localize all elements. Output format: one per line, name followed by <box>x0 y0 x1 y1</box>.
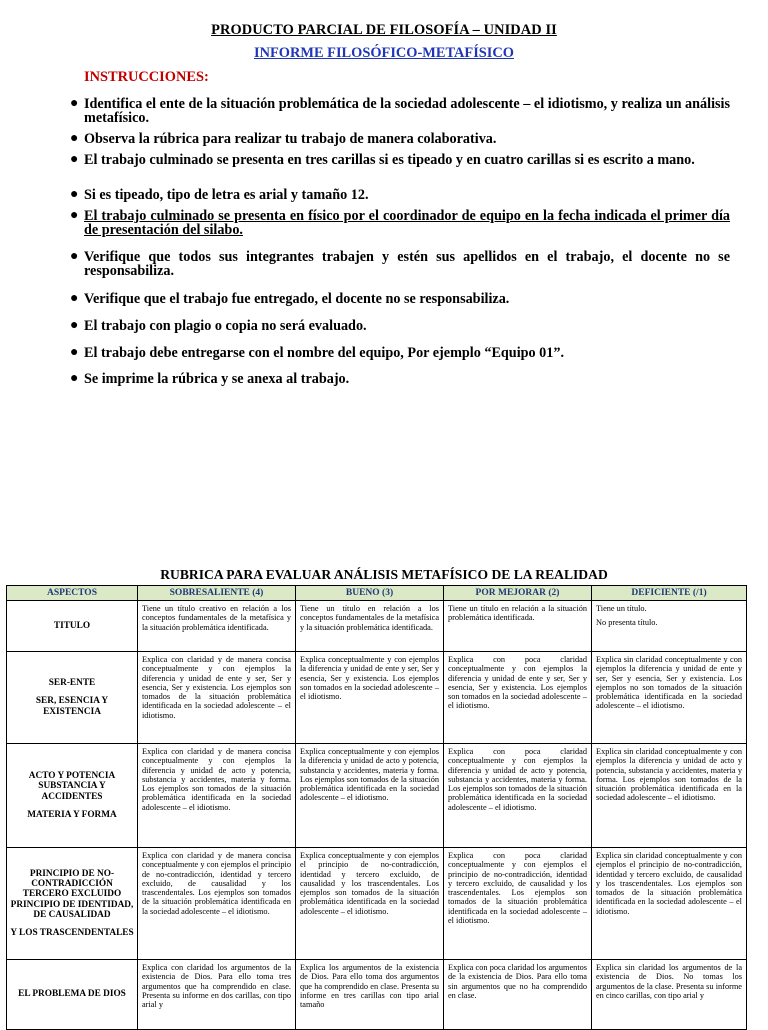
instruction-text: Verifique que el trabajo fue entregado, el docente no se responsabiliza. <box>84 291 510 307</box>
header-aspectos: ASPECTOS <box>7 586 138 601</box>
bullet-icon: ● <box>70 318 79 333</box>
aspect-label: EL PROBLEMA DE DIOS <box>18 989 126 1000</box>
header-deficiente: DEFICIENTE (/1) <box>592 586 747 601</box>
bullet-icon: ● <box>70 345 79 360</box>
instruction-text: El trabajo culminado se presenta en físico por el coordinador de equipo en la fecha indicada el primer día de presentación del silabo. <box>84 208 730 239</box>
instructions-heading: INSTRUCCIONES: <box>84 69 209 85</box>
rubric-cell: Explica conceptualmente y con ejemplos la diferencia y unidad de ente y ser, Ser y esencia, Ser y existencia. Los ejemplos son tomados en la sociedad adolescente – el idiotismo. <box>296 652 444 744</box>
header-sobresaliente: SOBRESALIENTE (4) <box>138 586 296 601</box>
rubric-row-problema-dios <box>7 960 747 1030</box>
rubric-cell: Explica los argumentos de la existencia de Dios. Para ello toma dos argumentos que ha comprendido en clase. Presenta su informe en tres carillas con tipo arial tamaño <box>296 960 444 1030</box>
aspect-cell <box>7 848 138 960</box>
rubric-table <box>6 585 747 1030</box>
bullet-icon: ● <box>70 291 79 306</box>
instruction-text: Identifica el ente de la situación problemática de la sociedad adolescente – el idiotismo, y realiza un análisis metafísico. <box>84 96 730 127</box>
header-por-mejorar: POR MEJORAR (2) <box>444 586 592 601</box>
rubric-cell: Explica con claridad y de manera concisa conceptualmente y con ejemplos la diferencia y unidad de ente y ser, Ser y esencia, Ser y existencia. Los ejemplos son tomados de la situación problemática identificada en la sociedad adolescente – el idiotismo. <box>138 652 296 744</box>
rubric-row-titulo <box>7 601 747 652</box>
rubric-cell: Explica con poca claridad conceptualmente y con ejemplos el principio de no-contradicción, identidad y tercero excluido, de causalidad y los trascendentales. Los ejemplos son tomados de la situación problemática identificada en la sociedad adolescente – el idiotismo. <box>444 848 592 960</box>
rubric-row-acto-potencia <box>7 744 747 848</box>
instruction-text: Observa la rúbrica para realizar tu trabajo de manera colaborativa. <box>84 131 497 147</box>
rubric-cell: Explica con claridad y de manera concisa conceptualmente y con ejemplos el principio de no-contradicción, identidad y tercero excluido, de causalidad y los trascendentales. Los ejemplos son tomados de la situación problemática identificada en la sociedad adolescente – el idiotismo. <box>138 848 296 960</box>
instruction-text: Se imprime la rúbrica y se anexa al trabajo. <box>84 371 350 387</box>
instruction-text: Verifique que todos sus integrantes trabajen y estén sus apellidos en el trabajo, el docente no se responsabiliza. <box>84 249 730 280</box>
bullet-icon: ● <box>70 249 79 264</box>
aspect-cell <box>7 744 138 848</box>
rubric-cell: Explica con claridad los argumentos de la existencia de Dios. Para ello toma tres argumentos que ha comprendido en clase. Presenta su informe en dos carillas, con tipo arial y <box>138 960 296 1030</box>
aspect-label: SER, ESENCIA Y EXISTENCIA <box>35 696 109 717</box>
bullet-icon: ● <box>70 371 79 386</box>
bullet-icon: ● <box>70 208 79 223</box>
bullet-icon: ● <box>70 131 79 146</box>
aspect-cell <box>7 601 138 652</box>
rubric-cell: Tiene un título en relación a los conceptos fundamentales de la metafísica y la situación problemática identificada. <box>296 601 444 652</box>
rubric-title: RUBRICA PARA EVALUAR ANÁLISIS METAFÍSICO DE LA REALIDAD <box>160 567 608 582</box>
instruction-text: El trabajo con plagio o copia no será evaluado. <box>84 318 367 334</box>
aspect-cell <box>7 960 138 1030</box>
aspect-label: SUBSTANCIA Y ACCIDENTES <box>38 781 106 802</box>
rubric-cell: Tiene un título creativo en relación a los conceptos fundamentales de la metafísica y la situación problemática identificada. <box>138 601 296 652</box>
rubric-cell: Explica sin claridad conceptualmente y con ejemplos la diferencia y unidad de ente y ser, Ser y esencia, Ser y existencia. Los ejemplos no son tomados de la situación problemática identificada en la sociedad adolescente – el idiotismo. <box>592 652 747 744</box>
rubric-row-ser-ente <box>7 652 747 744</box>
instruction-text: El trabajo culminado se presenta en tres carillas si es tipeado y en cuatro carillas si es escrito a mano. <box>84 152 695 168</box>
page-title: PRODUCTO PARCIAL DE FILOSOFÍA – UNIDAD II <box>211 22 557 38</box>
page-subtitle: INFORME FILOSÓFICO-METAFÍSICO <box>254 45 514 61</box>
aspect-label: PRINCIPIO DE NO-CONTRADICCIÓN TERCERO EXCLUIDO PRINCIPIO DE IDENTIDAD, DE CAUSALIDAD <box>10 868 134 920</box>
header-bueno: BUENO (3) <box>296 586 444 601</box>
bullet-icon: ● <box>70 187 79 202</box>
aspect-label: ACTO Y POTENCIA <box>28 771 116 782</box>
aspect-label: TITULO <box>53 620 91 631</box>
rubric-cell: Explica conceptualmente y con ejemplos la diferencia y unidad de acto y potencia, substancia y accidentes, materia y forma. Los ejemplos son tomados de la situación problemática identificada en la sociedad adolescente – el idiotismo. <box>296 744 444 848</box>
cell-text: No presenta título. <box>596 618 658 628</box>
aspect-cell <box>7 652 138 744</box>
aspect-label: Y LOS TRASCENDENTALES <box>10 927 134 938</box>
cell-text: Tiene un título. <box>596 604 647 613</box>
bullet-icon: ● <box>70 96 79 111</box>
rubric-cell: Explica sin claridad conceptualmente y con ejemplos la diferencia y unidad de acto y potencia, substancia y accidentes, materia y forma. Los ejemplos son tomados de la situación problemática identificada en la sociedad adolescente – el idiotismo. <box>592 744 747 848</box>
instruction-text: Si es tipeado, tipo de letra es arial y tamaño 12. <box>84 187 369 203</box>
rubric-header-row <box>7 586 747 601</box>
rubric-cell: Explica conceptualmente y con ejemplos el principio de no-contradicción, identidad y tercero excluido, de causalidad y los trascendentales. Los ejemplos son tomados de la situación problemática identificada en la sociedad adolescente – el idiotismo. <box>296 848 444 960</box>
instruction-text: El trabajo debe entregarse con el nombre del equipo, Por ejemplo “Equipo 01”. <box>84 345 564 361</box>
rubric-cell: Explica sin claridad conceptualmente y con ejemplos el principio de no-contradicción, identidad y tercero excluido, de causalidad y los trascendentales. Los ejemplos son tomados de la situación problemática identificada en la sociedad adolescente – el idiotismo. <box>592 848 747 960</box>
rubric-row-principios <box>7 848 747 960</box>
rubric-cell: Explica con poca claridad los argumentos de la existencia de Dios. Para ello toma sin argumentos que no ha comprendido en clase. <box>444 960 592 1030</box>
rubric-cell: Explica con poca claridad conceptualmente y con ejemplos la diferencia y unidad de acto y potencia, substancia y accidentes, materia y forma. Los ejemplos son tomados de la situación problemática identificada en la sociedad adolescente – el idiotismo. <box>444 744 592 848</box>
aspect-label: SER-ENTE <box>48 678 96 689</box>
rubric-cell: Tiene un título en relación a la situación problemática identificada. <box>444 601 592 652</box>
rubric-cell: Explica con poca claridad conceptualmente y con ejemplos la diferencia y unidad de ente y ser, Ser y esencia, Ser y existencia. Los ejemplos son tomados en la sociedad adolescente – el idiotismo. <box>444 652 592 744</box>
rubric-cell <box>592 601 747 652</box>
aspect-label: MATERIA Y FORMA <box>27 809 117 820</box>
rubric-cell: Explica sin claridad los argumentos de la existencia de Dios. No tomas los argumentos de la clase. Presenta su informe en cinco carillas, con tipo arial y <box>592 960 747 1030</box>
rubric-cell: Explica con claridad y de manera concisa conceptualmente y con ejemplos la diferencia y unidad de acto y potencia, substancia y accidentes, materia y forma. Los ejemplos son tomados de la situación problemática identificada en la sociedad adolescente – el idiotismo. <box>138 744 296 848</box>
bullet-icon: ● <box>70 152 79 167</box>
